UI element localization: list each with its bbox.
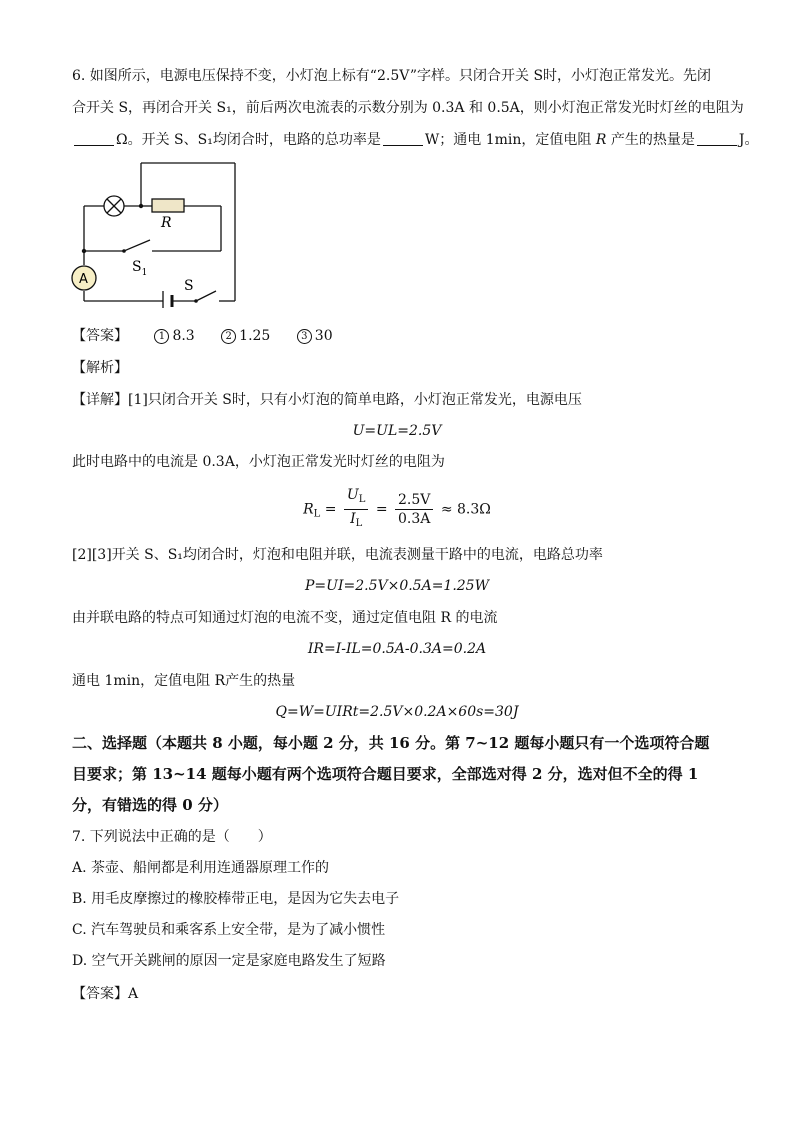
analysis-p1: 【详解】[1]只闭合开关 S时，只有小灯泡的简单电路，小灯泡正常发光，电源电压	[72, 392, 582, 408]
switch-s1-label: $S_1$	[132, 259, 148, 278]
answer-blank-1	[74, 131, 114, 146]
q6-line-1: 6. 如图所示，电源电压保持不变，小灯泡上标有“2.5V”字样。只闭合开关 S时，小灯泡正常发光。先闭	[72, 68, 712, 84]
equation-4: IR=I-IL=0.5A-0.3A=0.2A	[307, 641, 487, 657]
answer-number-1: 1	[154, 329, 169, 344]
equation-3: P=UI=2.5V×0.5A=1.25W	[305, 578, 489, 594]
analysis-p3: [2][3]开关 S、S₁均闭合时，灯泡和电阻并联，电流表测量干路中的电流，电路总功率	[72, 547, 603, 563]
ammeter-icon	[72, 266, 96, 290]
lamp-icon	[104, 196, 124, 216]
answer-blank-3	[697, 131, 737, 146]
analysis-p2: 此时电路中的电流是 0.3A，小灯泡正常发光时灯丝的电阻为	[72, 454, 445, 470]
answer-6: 【答案】 1 8.3 2 1.25 3 30	[72, 328, 333, 344]
answer-number-2: 2	[221, 329, 236, 344]
q7-option-c: C. 汽车驾驶员和乘客系上安全带，是为了减小惯性	[72, 922, 386, 938]
q7-option-d: D. 空气开关跳闸的原因一定是家庭电路发生了短路	[72, 953, 386, 969]
analysis-label: 【解析】	[72, 360, 128, 376]
equation-1: U=UL=2.5V	[352, 423, 442, 439]
q7-option-b: B. 用毛皮摩擦过的橡胶棒带正电，是因为它失去电子	[72, 891, 400, 907]
analysis-p5: 通电 1min，定值电阻 R产生的热量	[72, 673, 296, 689]
section-2-line-3: 分，有错选的得 0 分）	[72, 796, 228, 814]
fraction-u-over-i: $\frac{U_L}{I_L}$	[344, 486, 368, 533]
equation-2: $R_L$ = $\frac{U_L}{I_L}$ = $\frac{2.5V}{0.3A}$ ≈ 8.3Ω	[0, 486, 794, 535]
equation-5: Q=W=UIRt=2.5V×0.2A×60s=30J	[275, 704, 519, 720]
junction-dot	[139, 204, 143, 208]
analysis-p4: 由并联电路的特点可知通过灯泡的电流不变，通过定值电阻 R 的电流	[72, 610, 498, 626]
q7-answer: 【答案】A	[72, 986, 139, 1002]
switch-s1-pivot	[122, 249, 126, 253]
battery-icon	[163, 291, 172, 308]
q7-stem: 7. 下列说法中正确的是（ ）	[72, 829, 272, 845]
q6-line-2: 合开关 S，再闭合开关 S₁，前后两次电流表的示数分别为 0.3A 和 0.5A，则小灯泡正常发光时灯丝的电阻为	[72, 100, 744, 116]
section-2-line-2: 目要求；第 13~14 题每小题有两个选项符合题目要求，全部选对得 2 分，选对但不全的得 1	[72, 765, 699, 783]
switch-s-pivot	[194, 299, 198, 303]
q7-option-a: A. 茶壶、船闸都是利用连通器原理工作的	[72, 860, 330, 876]
junction-dot	[82, 249, 86, 253]
circuit-diagram	[66, 158, 246, 308]
switch-s-label: S	[184, 278, 194, 294]
q6-line-3: Ω。开关 S、S₁均闭合时，电路的总功率是 W；通电 1min，定值电阻 R 产生的热量是 J。	[72, 130, 758, 150]
switch-s1-blade	[124, 240, 150, 251]
answer-blank-2	[383, 131, 423, 146]
section-2-line-1: 二、选择题（本题共 8 小题，每小题 2 分，共 16 分。第 7~12 题每小题只有一个选项符合题	[72, 734, 710, 752]
fraction-values: $\frac{2.5V}{0.3A}$	[395, 491, 433, 528]
switch-s-blade	[196, 291, 216, 301]
resistor-label: R	[161, 215, 172, 231]
resistor-icon	[152, 199, 184, 212]
svg-text:A: A	[79, 272, 88, 287]
answer-number-3: 3	[297, 329, 312, 344]
